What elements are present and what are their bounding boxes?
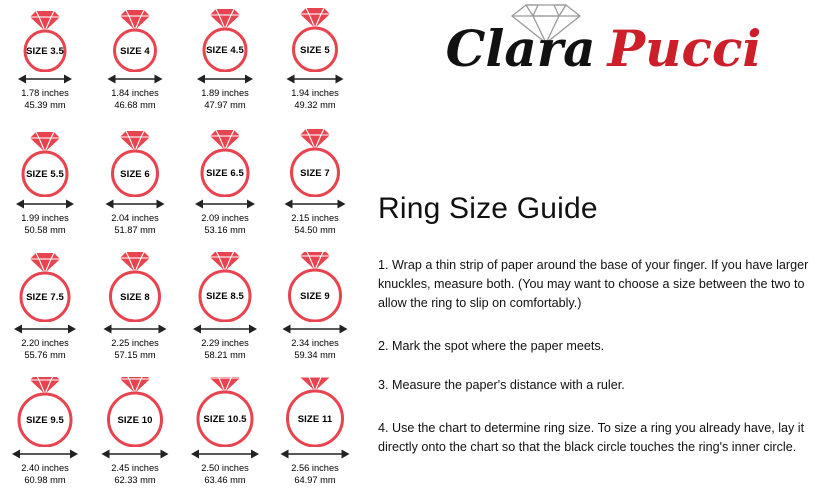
measure-arrow-icon (270, 72, 360, 86)
page-title: Ring Size Guide (378, 192, 598, 225)
ring-size-cell (180, 250, 270, 375)
guide-step-2 (378, 337, 830, 356)
ring-measurement (180, 463, 270, 486)
ring-illustration (90, 377, 180, 447)
measure-arrow-icon (0, 447, 90, 461)
measure-arrow-icon (270, 322, 360, 336)
ring-measurement (180, 338, 270, 361)
guide-panel (368, 0, 839, 501)
measure-arrow-icon (90, 322, 180, 336)
ring-measurement-inches: 2.34 inches (291, 338, 339, 348)
ring-measurement (90, 88, 180, 111)
ring-measurement (0, 338, 90, 361)
ring-size-label: SIZE 5.5 (26, 169, 64, 180)
guide-step-1-number: 1. (378, 258, 389, 272)
measure-arrow-icon (180, 447, 270, 461)
ring-size-cell (180, 375, 270, 500)
ring-measurement-inches: 2.09 inches (201, 213, 249, 223)
ring-measurement-mm: 62.33 mm (114, 474, 156, 485)
ring-measurement-inches: 1.84 inches (111, 88, 159, 98)
ring-illustration (0, 377, 90, 447)
measure-arrow-icon (0, 197, 90, 211)
ring-illustration (0, 127, 90, 197)
guide-step-2-text: Mark the spot where the paper meets. (392, 339, 605, 353)
measure-arrow-icon (270, 197, 360, 211)
guide-step-4-text: Use the chart to determine ring size. To size a ring you already have, lay it directly onto the chart so that the black circle touches the ring's inner circle. (378, 421, 805, 454)
ring-measurement-mm: 57.15 mm (114, 349, 156, 360)
ring-measurement (90, 338, 180, 361)
ring-measurement-inches: 2.20 inches (21, 338, 69, 348)
ring-size-cell (270, 125, 360, 250)
ring-illustration (270, 377, 360, 447)
measure-arrow-icon (180, 72, 270, 86)
brand-logo (368, 0, 839, 110)
ring-measurement (0, 463, 90, 486)
ring-size-cell (90, 125, 180, 250)
ring-size-cell (0, 125, 90, 250)
ring-measurement (180, 213, 270, 236)
ring-measurement-inches: 2.15 inches (291, 213, 339, 223)
guide-step-3 (378, 376, 830, 395)
ring-illustration (180, 377, 270, 447)
ring-measurement (180, 88, 270, 111)
ring-size-label: SIZE 7 (300, 167, 330, 179)
ring-measurement-mm: 64.97 mm (294, 474, 336, 485)
guide-step-4 (378, 419, 830, 457)
ring-size-label: SIZE 9.5 (26, 415, 64, 426)
ring-size-cell (90, 0, 180, 125)
ring-measurement (0, 88, 90, 111)
measure-arrow-icon (180, 197, 270, 211)
ring-measurement-mm: 51.87 mm (114, 224, 156, 235)
ring-measurement (270, 213, 360, 236)
brand-name-second: Pucci (607, 19, 762, 78)
ring-illustration (180, 127, 270, 197)
ring-measurement-mm: 63.46 mm (204, 474, 246, 485)
ring-size-label: SIZE 8.5 (206, 291, 244, 302)
ring-size-cell (90, 250, 180, 375)
ring-measurement-mm: 55.76 mm (24, 349, 66, 360)
ring-size-cell (180, 0, 270, 125)
ring-measurement-inches: 2.29 inches (201, 338, 249, 348)
ring-measurement-mm: 60.98 mm (24, 474, 66, 485)
ring-illustration (0, 2, 90, 72)
ring-measurement (0, 213, 90, 236)
ring-measurement (90, 213, 180, 236)
ring-illustration (90, 252, 180, 322)
ring-size-cell (0, 0, 90, 125)
ring-size-cell (270, 375, 360, 500)
ring-size-label: SIZE 9 (300, 290, 330, 302)
ring-size-cell (90, 375, 180, 500)
measure-arrow-icon (0, 322, 90, 336)
ring-measurement-inches: 2.40 inches (21, 463, 69, 473)
ring-size-label: SIZE 6 (120, 168, 150, 180)
ring-measurement-inches: 1.94 inches (291, 88, 339, 98)
ring-measurement-inches: 2.45 inches (111, 463, 159, 473)
ring-measurement-inches: 2.04 inches (111, 213, 159, 223)
ring-measurement-mm: 47.97 mm (204, 99, 246, 110)
ring-size-label: SIZE 8 (120, 291, 150, 303)
measure-arrow-icon (180, 322, 270, 336)
ring-size-label: SIZE 10.5 (203, 414, 247, 425)
ring-illustration (180, 252, 270, 322)
measure-arrow-icon (90, 197, 180, 211)
ring-size-label: SIZE 6.5 (206, 168, 244, 179)
ring-measurement-inches: 1.89 inches (201, 88, 249, 98)
ring-illustration (180, 2, 270, 72)
ring-measurement (270, 338, 360, 361)
ring-measurement-inches: 1.99 inches (21, 213, 69, 223)
ring-illustration (270, 127, 360, 197)
ring-size-cell (270, 250, 360, 375)
guide-step-3-text: Measure the paper's distance with a ruler. (392, 378, 625, 392)
ring-illustration (270, 2, 360, 72)
brand-wordmark (368, 18, 839, 80)
ring-measurement-mm: 58.21 mm (204, 349, 246, 360)
guide-step-1-text: Wrap a thin strip of paper around the base of your finger. If you have larger knuckles, measure both. (You may want to choose a size between the two to allow the ring to slip on comfortably.) (378, 258, 809, 310)
ring-measurement-mm: 53.16 mm (204, 224, 246, 235)
ring-size-cell (0, 375, 90, 500)
ring-size-label: SIZE 10 (117, 414, 153, 426)
ring-measurement (270, 463, 360, 486)
ring-illustration (90, 2, 180, 72)
ring-illustration (270, 252, 360, 322)
ring-size-label: SIZE 4.5 (206, 45, 244, 56)
ring-size-cell (180, 125, 270, 250)
ring-measurement-inches: 2.56 inches (291, 463, 339, 473)
ring-size-label: SIZE 4 (120, 45, 150, 57)
ring-size-cell (270, 0, 360, 125)
ring-measurement-inches: 2.25 inches (111, 338, 159, 348)
ring-size-label: SIZE 5 (300, 44, 330, 56)
guide-step-4-number: 4. (378, 421, 389, 435)
measure-arrow-icon (90, 447, 180, 461)
ring-size-chart (0, 0, 360, 501)
brand-name-first: Clara (445, 19, 596, 78)
ring-illustration (90, 127, 180, 197)
ring-measurement-mm: 49.32 mm (294, 99, 336, 110)
ring-size-cell (0, 250, 90, 375)
ring-measurement-mm: 54.50 mm (294, 224, 336, 235)
measure-arrow-icon (90, 72, 180, 86)
ring-illustration (0, 252, 90, 322)
measure-arrow-icon (0, 72, 90, 86)
ring-measurement-mm: 59.34 mm (294, 349, 336, 360)
ring-size-label: SIZE 3.5 (26, 46, 64, 57)
measure-arrow-icon (270, 447, 360, 461)
ring-measurement (270, 88, 360, 111)
ring-measurement-mm: 45.39 mm (24, 99, 66, 110)
ring-measurement-inches: 2.50 inches (201, 463, 249, 473)
guide-step-3-number: 3. (378, 378, 389, 392)
ring-measurement-mm: 50.58 mm (24, 224, 66, 235)
guide-step-2-number: 2. (378, 339, 389, 353)
ring-size-label: SIZE 7.5 (26, 292, 64, 303)
ring-measurement-mm: 46.68 mm (114, 99, 156, 110)
guide-step-1 (378, 256, 830, 313)
ring-size-label: SIZE 11 (297, 413, 333, 425)
ring-measurement-inches: 1.78 inches (21, 88, 69, 98)
ring-measurement (90, 463, 180, 486)
